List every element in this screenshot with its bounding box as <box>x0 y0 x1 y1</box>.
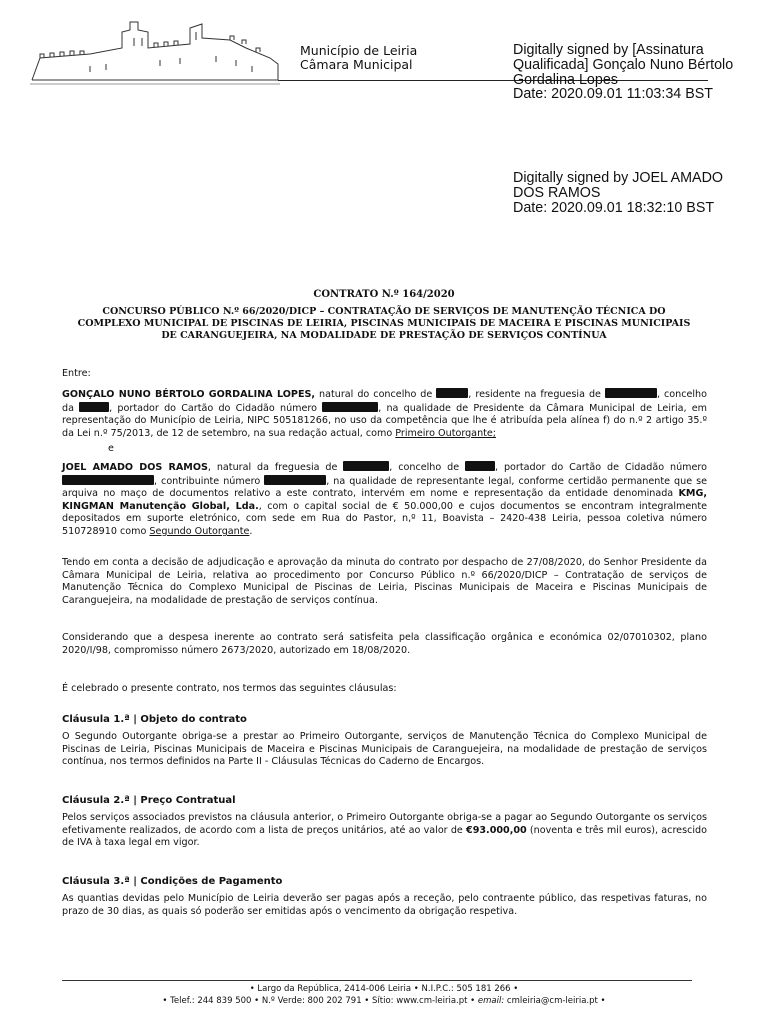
redaction <box>264 475 326 485</box>
clause-1-text: O Segundo Outorgante obriga-se a prestar ao Primeiro Outorgante, serviços de Manutenção Técnica do Complexo Municipal de Piscinas de Leiria, Piscinas Municipais de Maceira e Piscinas Municipais de Caranguejeira, na modalidade de prestação de serviços contínua, nos termos definidos na Parte II - Cláusulas Técnicas do Caderno de Encargos. <box>62 731 707 768</box>
party2-role: Segundo Outorgante <box>149 525 250 537</box>
digital-signature-2 <box>513 171 758 215</box>
clause-2-text <box>62 812 707 850</box>
text-run: , residente na freguesia de <box>468 389 605 400</box>
council-line: Câmara Municipal <box>300 57 413 72</box>
text-run: , na qualidade de representante legal, conforme certidão permanente que se arquiva no maço de documentos relativo a este contrato, intervém em nome e representação da entidade denominada <box>62 475 707 500</box>
redaction <box>343 461 389 471</box>
text-run: , portador do Cartão do Cidadão número <box>109 402 323 414</box>
clause-3-text: As quantias devidas pelo Município de Leiria deverão ser pagas após a receção, pelo contraente público, das respetivas faturas, no prazo de 30 dias, as quais só poderão ser emitidas após o vencimento da obrigação respetiva. <box>62 893 707 917</box>
signature-line: Digitally signed by JOEL AMADO <box>513 170 724 186</box>
party2-name: JOEL AMADO DOS RAMOS <box>62 462 208 473</box>
redaction <box>79 402 109 412</box>
signature-line: Qualificada] Gonçalo Nuno Bértolo <box>513 56 734 73</box>
redaction <box>465 461 495 471</box>
municipality-line: Município de Leiria <box>300 43 418 58</box>
text-run: , com o capital social de € 50.000,00 e cujos documentos se encontram integralmente depositados em suporte eletrónico, com sede em Rua do Pastor, n,º 11, Boavista – 2420-438 Leiria, pessoa coletiva número 510728910 como <box>62 500 707 537</box>
adjudication-paragraph: Tendo em conta a decisão de adjudicação e aprovação da minuta do contrato por despacho de 27/08/2020, do Senhor Presidente da Câmara Municipal de Leiria, relativa ao procedimento por Concurso Público n.º 66/2020/DICP – Contratação de serviços de Manutenção Técnica do Complexo Municipal de Piscinas de Leiria, Piscinas Municipais de Maceira e Piscinas Municipais de Caranguejeira, na modalidade de prestação de serviços contínua. <box>62 557 707 606</box>
footer-rule <box>62 980 692 981</box>
text-run: , na qualidade de Presidente da Câmara Municipal de Leiria, em representação do Município de Leiria, NIPC 505181266, no uso da competência que lhe é atribuída pela alínea f) do n.º 2 artigo 35.º da Lei n.º 75/2013, de 12 de setembro, na sua redação actual, como <box>62 402 707 439</box>
signature-line: Gordalina Lopes <box>513 71 618 88</box>
castle-logo-icon <box>30 18 290 86</box>
footer-address: • Largo da República, 2414-006 Leiria • N.I.P.C.: 505 181 266 • <box>249 984 519 994</box>
email-label: email: <box>477 996 505 1006</box>
footer-contacts <box>0 995 768 1007</box>
signature-date: Date: 2020.09.01 11:03:34 BST <box>513 86 714 103</box>
digital-signature-1 <box>513 43 758 102</box>
redaction <box>62 475 154 485</box>
text-run: , contribuinte número <box>154 475 265 487</box>
party1-name: GONÇALO NUNO BÉRTOLO GORDALINA LOPES, <box>62 389 316 400</box>
text-run: , concelho de <box>389 462 466 473</box>
clause-1-heading: Cláusula 1.ª | Objeto do contrato <box>62 714 247 725</box>
contract-subtitle: CONCURSO PÚBLICO N.º 66/2020/DICP – CONTRATAÇÃO DE SERVIÇOS DE MANUTENÇÃO TÉCNICA DO COMPLEXO MUNICIPAL DE PISCINAS DE LEIRIA, PISCINAS MUNICIPAIS DE MACEIRA E PISCINAS MUNICIPAIS DE CARANGUEJEIRA, NA MODALIDADE DE PRESTAÇÃO DE SERVIÇOS CONTÍNUA <box>77 306 691 341</box>
text-run: Pelos serviços associados previstos na cláusula anterior, o Primeiro Outorgante obriga-se a pagar ao Segundo Outorgante os serviços efetivamente realizados, de acordo com a lista de preços unitários, até ao valor de <box>62 812 707 836</box>
redaction <box>322 402 378 412</box>
clause-2-heading: Cláusula 2.ª | Preço Contratual <box>62 795 236 806</box>
entre-label: Entre: <box>62 368 91 379</box>
party2-paragraph <box>62 461 707 539</box>
redaction <box>436 388 468 398</box>
contract-amount: €93.000,00 <box>466 824 527 836</box>
text-run: cmleiria@cm-leiria.pt • <box>504 996 606 1006</box>
conjunction-e: e <box>108 443 114 454</box>
signature-date: Date: 2020.09.01 18:32:10 BST <box>513 199 715 216</box>
text-run: , natural da freguesia de <box>207 462 344 473</box>
clause-3-heading: Cláusula 3.ª | Condições de Pagamento <box>62 876 283 887</box>
municipality-name <box>300 44 417 72</box>
celebrated-paragraph: É celebrado o presente contrato, nos termos das seguintes cláusulas: <box>62 683 397 694</box>
footer <box>0 983 768 1007</box>
text-run: (noventa e três mil euros), acrescido de IVA à taxa legal em vigor. <box>62 824 707 849</box>
contract-title: CONTRATO N.º 164/2020 <box>313 289 455 300</box>
signature-line: DOS RAMOS <box>513 184 601 201</box>
company-name: KMG, KINGMAN Manutenção Global, Lda. <box>62 488 707 512</box>
text-run: , portador do Cartão de Cidadão número <box>495 462 708 473</box>
signature-line: Digitally signed by [Assinatura <box>513 42 704 58</box>
text-run: , concelho da <box>62 389 707 414</box>
expense-paragraph: Considerando que a despesa inerente ao contrato será satisfeita pela classificação orgânica e económica 02/07010302, plano 2020/I/98, compromisso número 2673/2020, autorizado em 18/08/2020. <box>62 632 707 656</box>
text-run: • Telef.: 244 839 500 • N.º Verde: 800 202 791 • Sítio: www.cm-leiria.pt • <box>162 996 478 1006</box>
party1-role: Primeiro Outorgante; <box>395 427 497 439</box>
party1-paragraph <box>62 388 707 440</box>
redaction <box>605 388 657 398</box>
text-run: . <box>249 525 253 537</box>
text-run: natural do concelho de <box>315 389 437 400</box>
